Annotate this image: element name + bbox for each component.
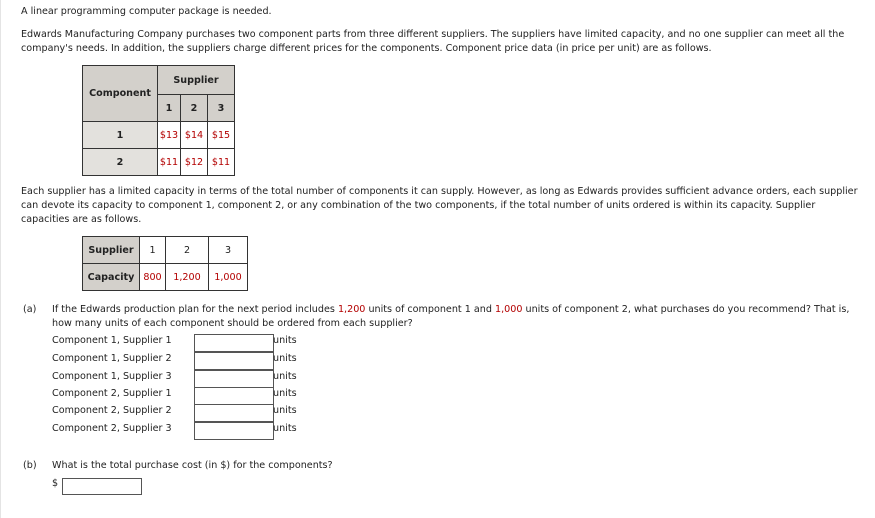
capacity-table	[82, 236, 248, 291]
units-label: units	[273, 405, 297, 416]
supplier-number: 1	[140, 237, 166, 264]
component-row-label: 2	[83, 149, 158, 176]
supplier-col-3: 3	[208, 95, 235, 122]
capacity-value: 1,200	[166, 264, 209, 291]
price-cell: $11	[158, 149, 181, 176]
c2-s1-input[interactable]	[194, 387, 274, 405]
supplier-number: 2	[166, 237, 209, 264]
question-b-text: What is the total purchase cost (in $) for the components?	[52, 460, 333, 471]
supplier-col-1: 1	[158, 95, 181, 122]
price-table	[82, 65, 235, 176]
intro-text: A linear programming computer package is needed.	[21, 6, 272, 17]
price-cell: $14	[181, 122, 208, 149]
question-b	[23, 460, 333, 471]
answer-label: Component 1, Supplier 1	[52, 335, 172, 346]
capacity-value: 1,000	[209, 264, 248, 291]
capacity-value: 800	[140, 264, 166, 291]
price-cell: $13	[158, 122, 181, 149]
answer-label: Component 1, Supplier 2	[52, 353, 172, 364]
units-label: units	[273, 371, 297, 382]
supplier-header: Supplier	[158, 66, 235, 95]
answer-label: Component 2, Supplier 1	[52, 388, 172, 399]
question-a	[23, 303, 873, 329]
c2-s3-input[interactable]	[194, 422, 274, 440]
currency-symbol: $	[52, 478, 59, 489]
capacity-row-header: Capacity	[83, 264, 140, 291]
c1-s1-input[interactable]	[194, 334, 274, 352]
answer-label: Component 2, Supplier 3	[52, 423, 172, 434]
question-a-text: If the Edwards production plan for the next period includes 1,200 units of component 1 and 1,000 units of component 2, what purchases do you recommend? That is, how many units of each component should be ordered from each supplier?	[52, 304, 850, 329]
supplier-number: 3	[209, 237, 248, 264]
price-cell: $11	[208, 149, 235, 176]
units-label: units	[273, 353, 297, 364]
price-cell: $15	[208, 122, 235, 149]
price-cell: $12	[181, 149, 208, 176]
units-label: units	[273, 423, 297, 434]
total-cost-input[interactable]	[62, 478, 142, 495]
answer-label: Component 1, Supplier 3	[52, 371, 172, 382]
units-label: units	[273, 388, 297, 399]
question-b-marker: (b)	[23, 460, 37, 471]
supplier-row-header: Supplier	[83, 237, 140, 264]
problem-description: Edwards Manufacturing Company purchases two component parts from three different suppliers. The suppliers have limited capacity, and no one supplier can meet all the company's needs. In addition, the suppliers charge different prices for the components. Component price data (in price per unit) are as follows.	[21, 29, 845, 54]
component-row-label: 1	[83, 122, 158, 149]
component-header: Component	[83, 66, 158, 122]
question-a-marker: (a)	[23, 304, 37, 315]
component1-units: 1,200	[337, 304, 366, 315]
capacity-description: Each supplier has a limited capacity in terms of the total number of components it can supply. However, as long as Edwards provides sufficient advance orders, each supplier can devote its capacity to component 1, component 2, or any combination of the two components, if the total number of units ordered is within its capacity. Supplier capacities are as follows.	[21, 186, 858, 225]
c1-s3-input[interactable]	[194, 370, 274, 388]
component2-units: 1,000	[494, 304, 523, 315]
c2-s2-input[interactable]	[194, 404, 274, 422]
units-label: units	[273, 335, 297, 346]
answer-label: Component 2, Supplier 2	[52, 405, 172, 416]
c1-s2-input[interactable]	[194, 352, 274, 370]
supplier-col-2: 2	[181, 95, 208, 122]
